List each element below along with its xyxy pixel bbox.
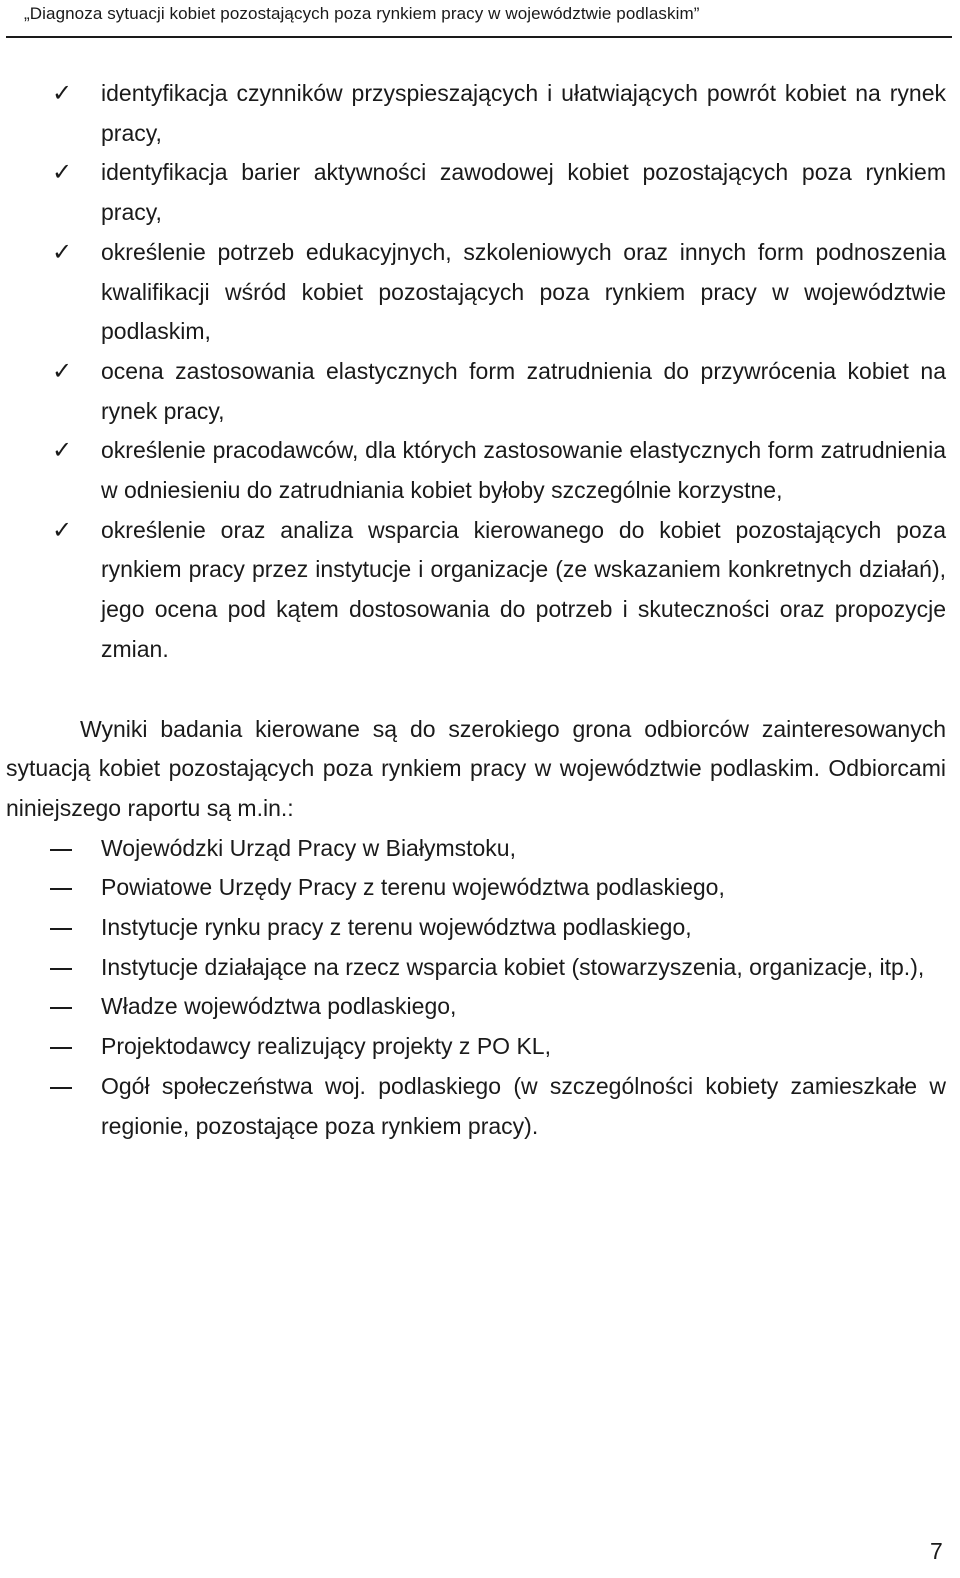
list-item: Projektodawcy realizujący projekty z PO KL,: [101, 1033, 551, 1060]
check-icon: ✓: [52, 357, 73, 385]
list-item: ✓ identyfikacja barier aktywności zawodowej kobiet pozostających poza rynkiem pracy,: [6, 153, 946, 232]
check-icon: ✓: [52, 80, 73, 107]
check-icon: ✓: [52, 159, 73, 187]
page-content: [6, 74, 946, 1146]
list-item: ✓ określenie pracodawców, dla których zastosowanie elastycznych form zatrudnienia w odniesieniu do zatrudniania kobiet byłoby szczególnie korzystne,: [6, 431, 946, 510]
check-icon: ✓: [52, 516, 73, 544]
page-number: 7: [930, 1538, 943, 1564]
check-icon: ✓: [52, 238, 73, 266]
header-title: „Diagnoza sytuacji kobiet pozostających poza rynkiem pracy w województwie podlaskim”: [24, 4, 700, 23]
list-item: Ogół społeczeństwa woj. podlaskiego (w szczególności kobiety zamieszkałe w regionie, pozostające poza rynkiem pracy).: [101, 1072, 946, 1139]
list-item: Władze województwa podlaskiego,: [101, 993, 457, 1020]
list-item: Instytucje rynku pracy z terenu województwa podlaskiego,: [101, 914, 692, 941]
list-item: Instytucje działające na rzecz wsparcia kobiet (stowarzyszenia, organizacje, itp.),: [101, 953, 925, 980]
list-item: Wojewódzki Urząd Pracy w Białymstoku,: [101, 834, 516, 861]
check-icon: ✓: [52, 437, 73, 465]
list-item: ✓ określenie oraz analiza wsparcia kierowanego do kobiet pozostających poza rynkiem pracy przez instytucje i organizacje (ze wskazaniem konkretnych działań), jego ocena pod kątem dostosowania do potrzeb i skuteczności oraz propozycje zmian.: [6, 511, 946, 670]
list-item: ✓ określenie potrzeb edukacyjnych, szkoleniowych oraz innych form podnoszenia kwalifikacji wśród kobiet pozostających poza rynkiem pracy w województwie podlaskim,: [6, 233, 946, 352]
recipients-intro-paragraph: Wyniki badania kierowane są do szerokiego grona odbiorców zainteresowanych sytuacją kobiet pozostających poza rynkiem pracy w województwie podlaskim. Odbiorcami niniejszego raportu są m.in.:: [6, 715, 946, 821]
list-item: Powiatowe Urzędy Pracy z terenu województwa podlaskiego,: [101, 874, 725, 901]
recipients-list: [6, 829, 946, 1147]
objectives-list: [6, 74, 946, 670]
page-header: [6, 0, 952, 38]
list-item: ✓ identyfikacja czynników przyspieszających i ułatwiających powrót kobiet na rynek pracy,: [6, 74, 946, 153]
list-item: ✓ ocena zastosowania elastycznych form zatrudnienia do przywrócenia kobiet na rynek pracy,: [6, 352, 946, 431]
